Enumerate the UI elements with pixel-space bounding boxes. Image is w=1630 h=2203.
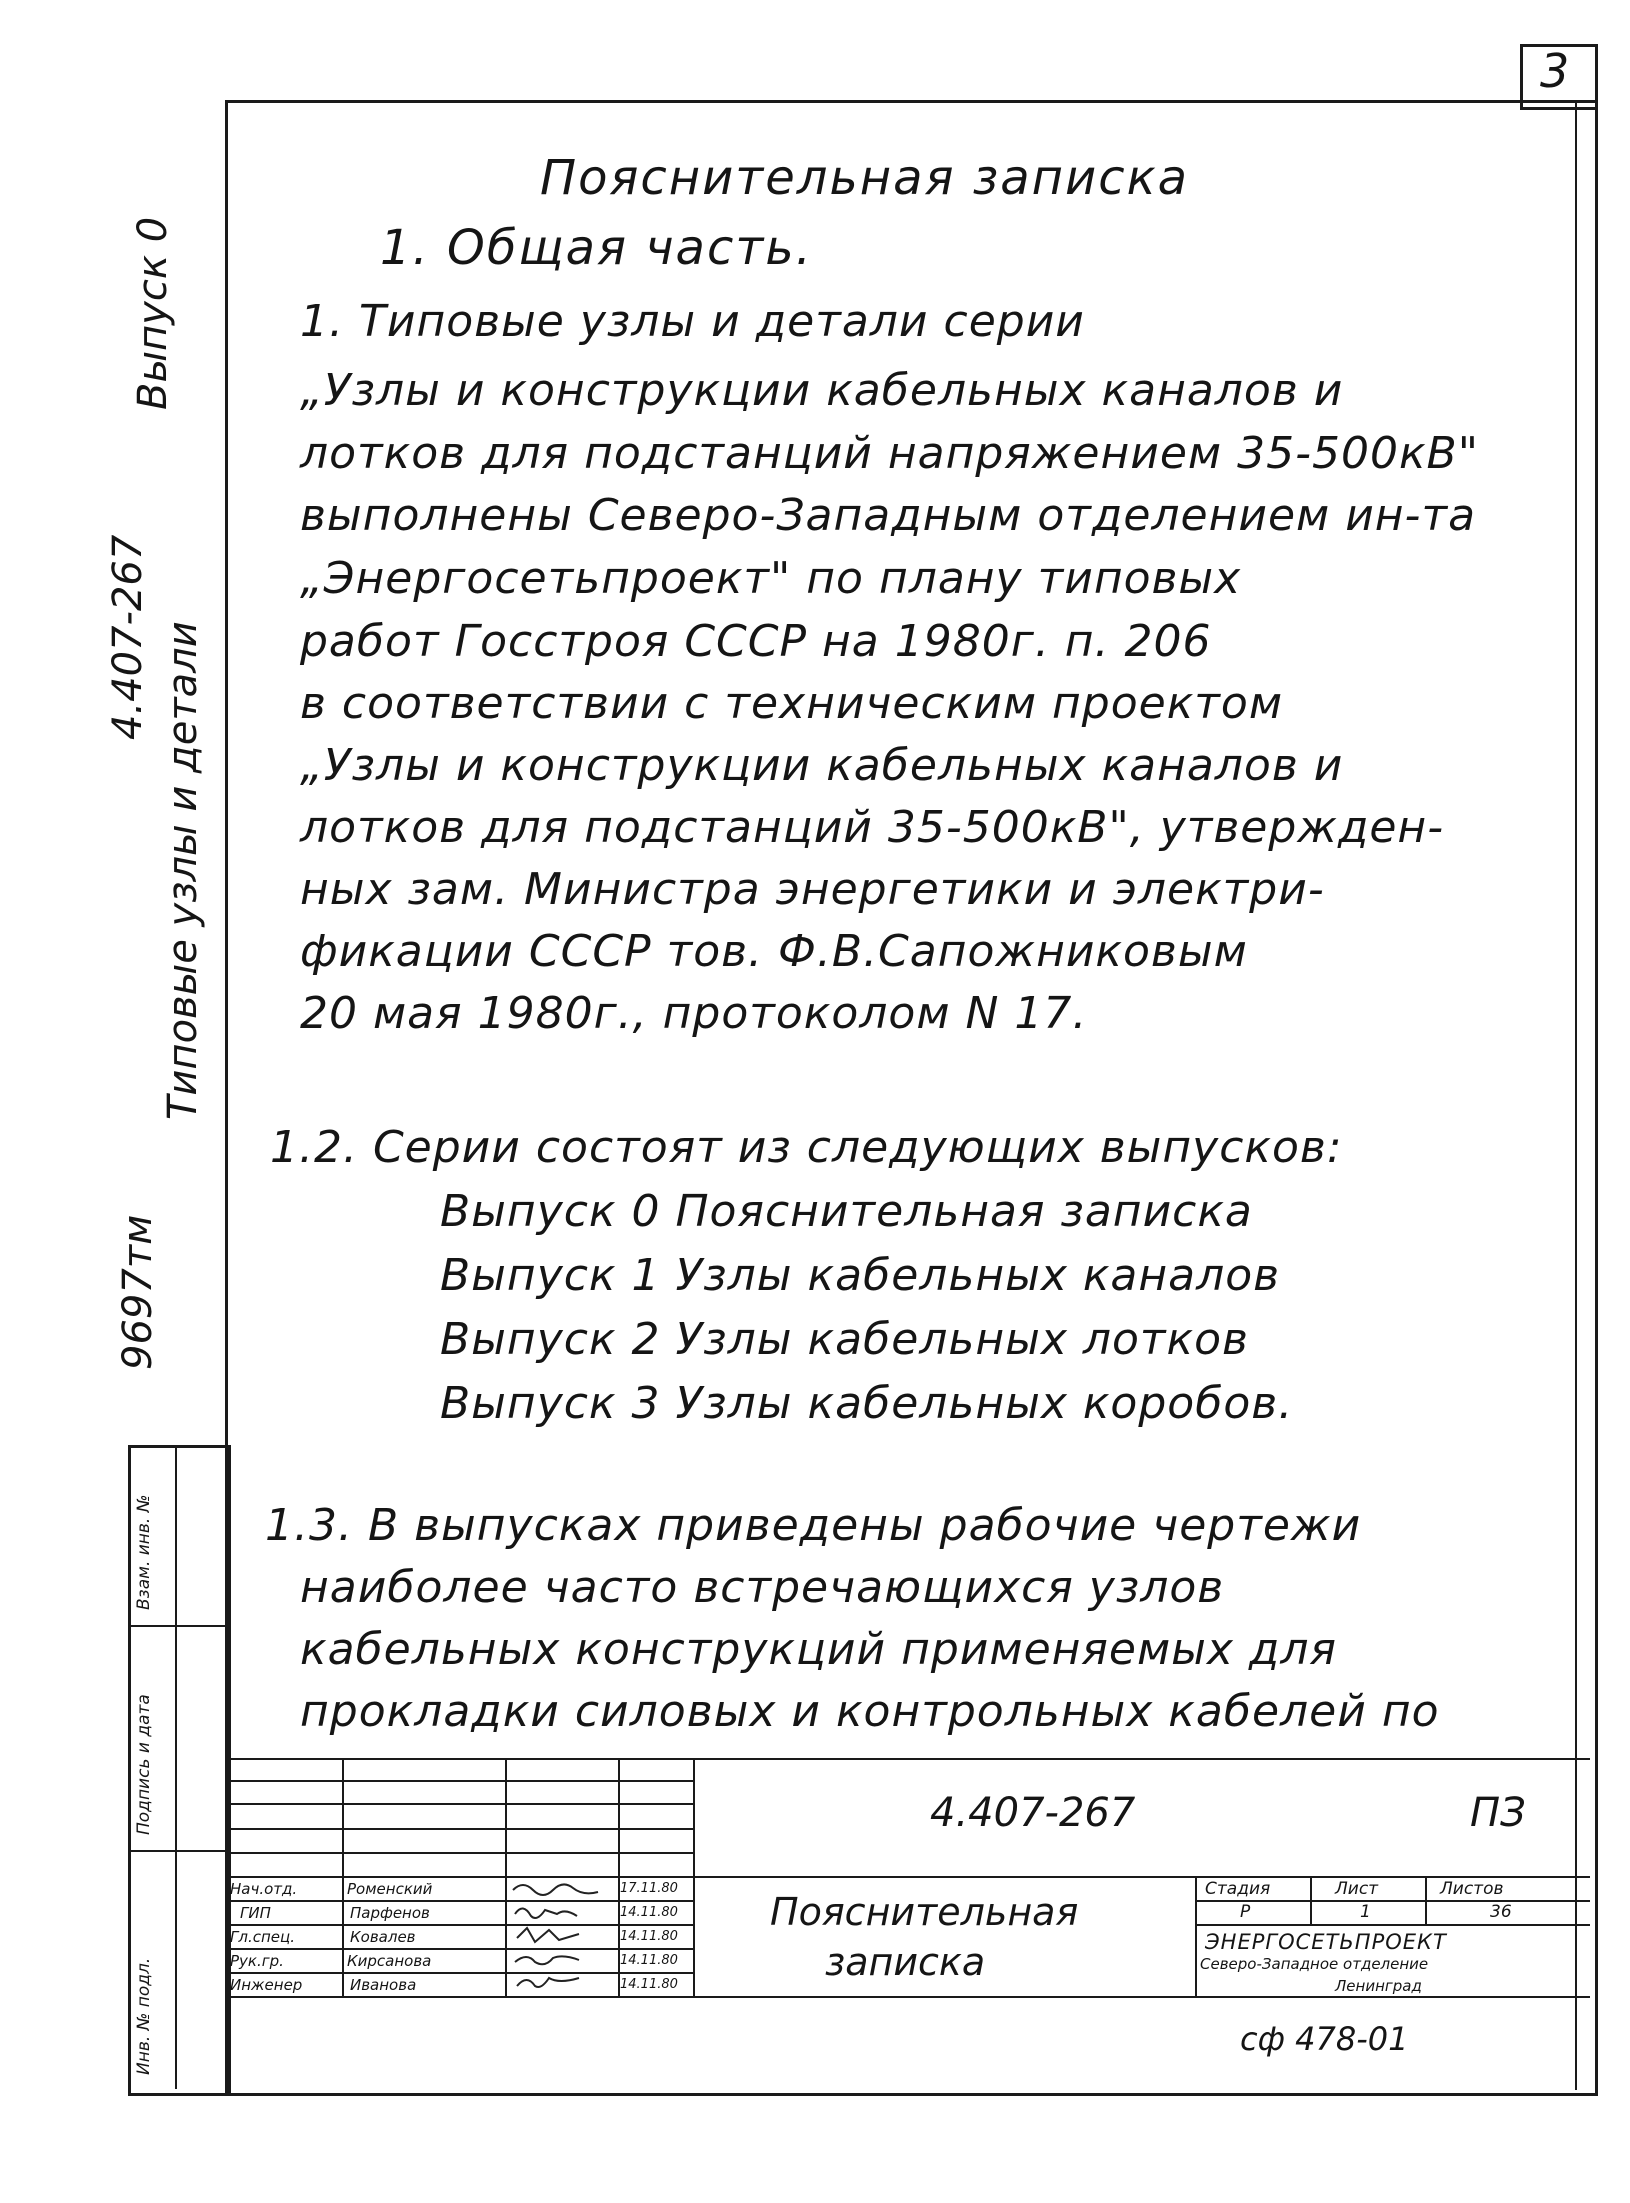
tb-col [693,1760,695,1996]
frame-right-double-line [1575,102,1577,2090]
margin-box-divider [130,1625,225,1627]
doc-title-line2: записка [825,1940,986,1984]
text-line: „Энергосетьпроект" по плану типовых [300,553,1242,604]
text-line: прокладки силовых и контрольных кабелей по [300,1686,1440,1737]
text-line: работ Госстроя СССР на 1980г. п. 206 [300,616,1212,667]
signature-role: ГИП [240,1904,271,1922]
tb-col [1195,1876,1197,1996]
sheets-value: 36 [1490,1902,1512,1922]
org-division: Северо-Западное отделение [1200,1955,1429,1973]
tb-line [227,1900,693,1902]
tb-line [227,1948,693,1950]
org-name: ЭНЕРГОСЕТЬПРОЕКТ [1205,1930,1447,1954]
margin-box-label: Взам. инв. № [134,1494,154,1610]
tb-line [1197,1924,1590,1926]
signature-name: Ковалев [350,1928,416,1946]
stage-header: Стадия [1205,1879,1271,1899]
tb-line [1197,1900,1590,1902]
margin-box-divider [175,1447,177,2089]
margin-series-title: Типовые узлы и детали [160,621,206,1120]
sheet-value: 1 [1360,1902,1371,1922]
tb-line [227,1924,693,1926]
signature-date: 14.11.80 [620,1929,678,1944]
text-line: лотков для подстанций напряжением 35-500кВ" [300,428,1479,479]
signature-date: 17.11.80 [620,1881,678,1896]
issue-list-item: Выпуск 1 Узлы кабельных каналов [440,1250,1281,1301]
signature-name: Парфенов [350,1904,430,1922]
signature-name: Иванова [350,1976,417,1994]
signature-role: Гл.спец. [230,1928,295,1946]
signature-role: Нач.отд. [230,1880,298,1898]
text-line: „Узлы и конструкции кабельных каналов и [300,740,1344,791]
signature-date: 14.11.80 [620,1977,678,1992]
doc-mark: ПЗ [1470,1790,1526,1836]
margin-box-divider [130,1850,225,1852]
sheet-header: Лист [1335,1879,1379,1899]
issue-list-item: Выпуск 0 Пояснительная записка [440,1186,1253,1237]
margin-box-label: Подпись и дата [134,1694,154,1835]
tb-line [227,1972,693,1974]
section-heading: 1. Общая часть. [380,220,813,276]
tb-line [227,1780,693,1782]
text-line: 20 мая 1980г., протоколом N 17. [300,988,1088,1039]
tb-mid-line [227,1876,1590,1878]
issue-list-item: Выпуск 3 Узлы кабельных коробов. [440,1378,1294,1429]
org-city: Ленинград [1335,1977,1422,1995]
signature-name: Роменский [347,1880,433,1898]
margin-album-code: 9697тм [115,1214,161,1370]
margin-box-label: Инв. № подл. [134,1957,154,2075]
signature-date: 14.11.80 [620,1905,678,1920]
doc-title-line1: Пояснительная [770,1890,1079,1934]
tb-top-line [227,1758,1590,1760]
text-line: лотков для подстанций 35-500кВ", утвержден- [300,802,1445,853]
text-line: в соответствии с техническим проектом [300,678,1284,729]
doc-code: 4.407-267 [930,1790,1136,1836]
text-line: наиболее часто встречающихся узлов [300,1562,1225,1613]
tb-col [1425,1876,1427,1924]
signature-name: Кирсанова [347,1952,432,1970]
footer-code: сф 478-01 [1240,2020,1409,2058]
tb-bottom-line [227,1996,1590,1998]
text-line: 1.3. В выпусках приведены рабочие чертежи [265,1500,1362,1551]
tb-col [342,1760,344,1996]
tb-col [1310,1876,1312,1924]
page-title: Пояснительная записка [540,150,1190,206]
margin-series-code: 4.407-267 [105,534,151,740]
text-line: кабельных конструкций применяемых для [300,1624,1337,1675]
margin-issue: Выпуск 0 [130,216,176,410]
tb-line [227,1852,693,1854]
signature-role: Рук.гр. [230,1952,284,1970]
sheets-header: Листов [1440,1879,1504,1899]
issue-list-item: Выпуск 2 Узлы кабельных лотков [440,1314,1249,1365]
tb-line [227,1828,693,1830]
stage-value: Р [1240,1902,1251,1922]
tb-line [227,1803,693,1805]
signature-date: 14.11.80 [620,1953,678,1968]
text-line: „Узлы и конструкции кабельных каналов и [300,365,1344,416]
signature-role: Инженер [230,1976,303,1994]
text-line: 1.2. Серии состоят из следующих выпусков: [270,1122,1343,1173]
signature-scribbles [505,1878,618,1996]
text-line: выполнены Северо-Западным отделением ин-та [300,490,1477,541]
text-line: 1. Типовые узлы и детали серии [300,296,1085,347]
sheet-number: 3 [1540,44,1570,98]
text-line: ных зам. Министра энергетики и электри- [300,864,1325,915]
text-line: фикации СССР тов. Ф.В.Сапожниковым [300,926,1248,977]
